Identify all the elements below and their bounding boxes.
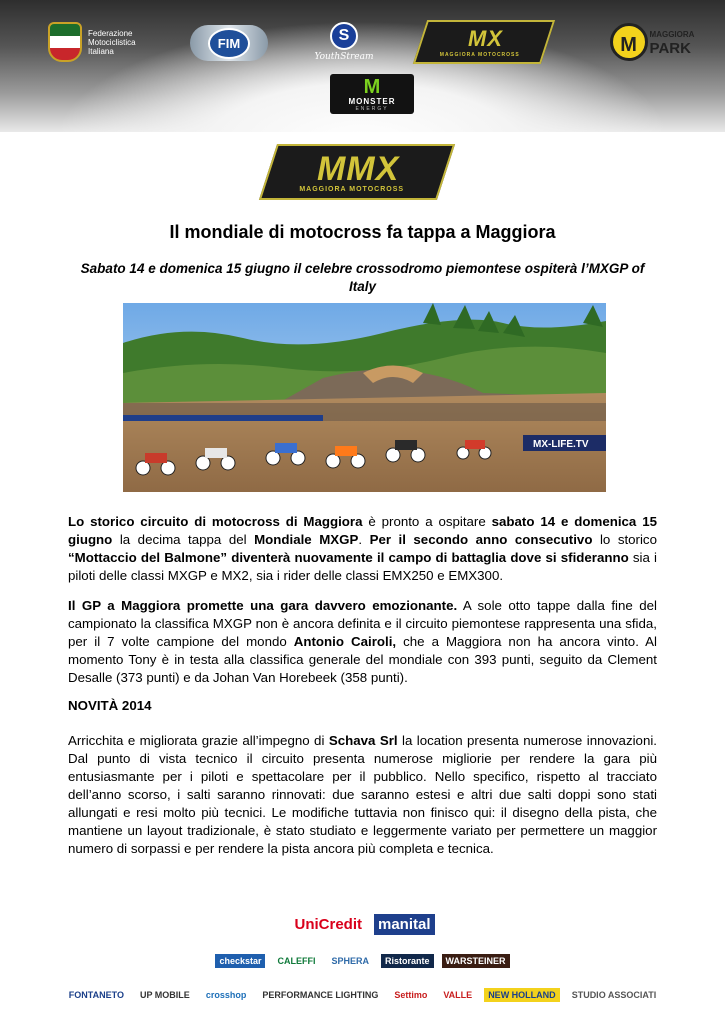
p1-segment: . [358, 532, 370, 547]
section-heading-novita: NOVITÀ 2014 [68, 698, 152, 713]
sponsor-logo: NEW HOLLAND [484, 988, 560, 1002]
fmi-crest-icon [48, 22, 82, 62]
mmx-main-text: MMX [316, 149, 400, 188]
monster-energy-word: ENERGY [355, 105, 389, 112]
maggiora-park-logo [592, 20, 712, 64]
article-subtitle: Sabato 14 e domenica 15 giugno il celebre crossodromo piemontese ospiterà l’MXGP of Italy [80, 261, 645, 294]
fmi-text: Federazione Motociclistica Italiana [88, 28, 136, 56]
sponsor-logo: FONTANETO [68, 990, 124, 1000]
fim-text: FIM [208, 28, 250, 59]
monster-energy-logo [330, 74, 414, 114]
youthstream-logo [306, 20, 382, 64]
sponsor-logo: PERFORMANCE LIGHTING [262, 990, 379, 1000]
monster-word: MONSTER [348, 96, 396, 106]
p2-segment: Antonio Cairoli, [293, 634, 397, 649]
p1-segment: Lo storico circuito di motocross di Maggiora [68, 514, 363, 529]
p2-segment: A sole otto tappe dalla fine del campionato la classifica MXGP non è ancora definita e il circuito piemontese rappresenta una sfida, per il 7 volte campione del mondo [68, 598, 657, 649]
race-photo [123, 303, 606, 492]
p2-segment: che a Maggiora non ha ancora vinto. Al momento Tony è in testa alla classifica generale del mondiale con 393 punti, seguito da Clement Desalle (373 punti) e da Johan Van Horebeek (358 punti). [68, 634, 657, 685]
sponsor-logo: STUDIO ASSOCIATI [571, 990, 657, 1000]
sponsor-logo: UP MOBILE [139, 990, 190, 1000]
p1-segment: lo storico [592, 532, 657, 547]
mmx-main-logo [259, 144, 455, 200]
sponsor-row-1 [0, 914, 725, 935]
p4-segment: Schava Srl [328, 733, 398, 748]
p1-segment: Mondiale MXGP [254, 532, 359, 547]
park-top-text: MAGGIORA [649, 30, 695, 39]
article-title: Il mondiale di motocross fa tappa a Maggiora [169, 222, 556, 242]
sponsor-logo: manital [374, 914, 435, 935]
paragraph-2 [68, 597, 657, 687]
p1-segment: la decima tappa del [112, 532, 255, 547]
header-banner [0, 0, 725, 132]
sponsor-logo: Ristorante [381, 954, 434, 968]
p1-segment: è pronto a ospitare [362, 514, 492, 529]
park-bottom-text: PARK [649, 40, 691, 57]
p1-segment: Per il secondo anno consecutivo [369, 532, 593, 547]
p4-segment: la location presenta numerose innovazioni. Dal punto di vista tecnico il circuito presenta numerose migliorie per rendere la gara più entusiasmante per i piloti e spettacolare per il pubblico. Nello specifico, rispetto al tracciato dell’anno scorso, i salti saranno rinnovati: due saranno estesi e altri due salti doppi sono stati allungati e resi molto più tecnici. Le modifiche tuttavia non finisco qui: il disegno della pista, che mantiene un layout tradizionale, è stato studiato e leggermente variato per permettere un maggior numero di sorpassi e per rendere la pista ancora più completa e tecnica. [68, 733, 657, 856]
p1-segment: “Mottaccio del Balmone” diventerà nuovamente il campo di battaglia dove si sfideranno [68, 550, 629, 565]
sponsor-logo: VALLE [443, 990, 473, 1000]
fim-logo [190, 22, 268, 64]
monster-claw-icon: M [363, 75, 381, 98]
p4-segment: Arricchita e migliorata grazie all’impegno di [68, 733, 329, 748]
sponsor-row-2 [0, 954, 725, 968]
banner-text: MX-LIFE.TV [533, 439, 589, 450]
park-m-icon: M [610, 23, 648, 61]
sponsor-logo: CALEFFI [277, 956, 316, 966]
youthstream-s-icon: S [330, 22, 358, 50]
sponsor-logo: UniCredit [294, 916, 362, 933]
mmx-header-logo [413, 20, 555, 64]
sponsor-logo: crosshop [205, 990, 247, 1000]
paragraph-1 [68, 513, 657, 585]
sponsor-logo: checkstar [215, 954, 265, 968]
p1-segment: sia i piloti delle classi MXGP e MX2, sia i rider delle classi EMX250 e EMX300. [68, 550, 658, 583]
sponsor-logo: SPHERA [331, 956, 369, 966]
p1-segment: sabato 14 e domenica 15 giugno [68, 514, 657, 547]
mmx-header-text: MX [467, 26, 503, 51]
fim-wing-icon [190, 25, 268, 61]
mmx-header-sub: MAGGIORA MOTOCROSS [439, 52, 520, 58]
youthstream-text: YouthStream [314, 52, 374, 62]
sponsor-row-3 [0, 988, 725, 1002]
fmi-logo [44, 20, 154, 64]
sponsor-logo: WARSTEINER [442, 954, 510, 968]
mmx-main-sub: MAGGIORA MOTOCROSS [299, 185, 404, 193]
p2-segment: Il GP a Maggiora promette una gara davvero emozionante. [68, 598, 458, 613]
sponsor-logo: Settimo [394, 990, 428, 1000]
paragraph-4 [68, 732, 657, 858]
